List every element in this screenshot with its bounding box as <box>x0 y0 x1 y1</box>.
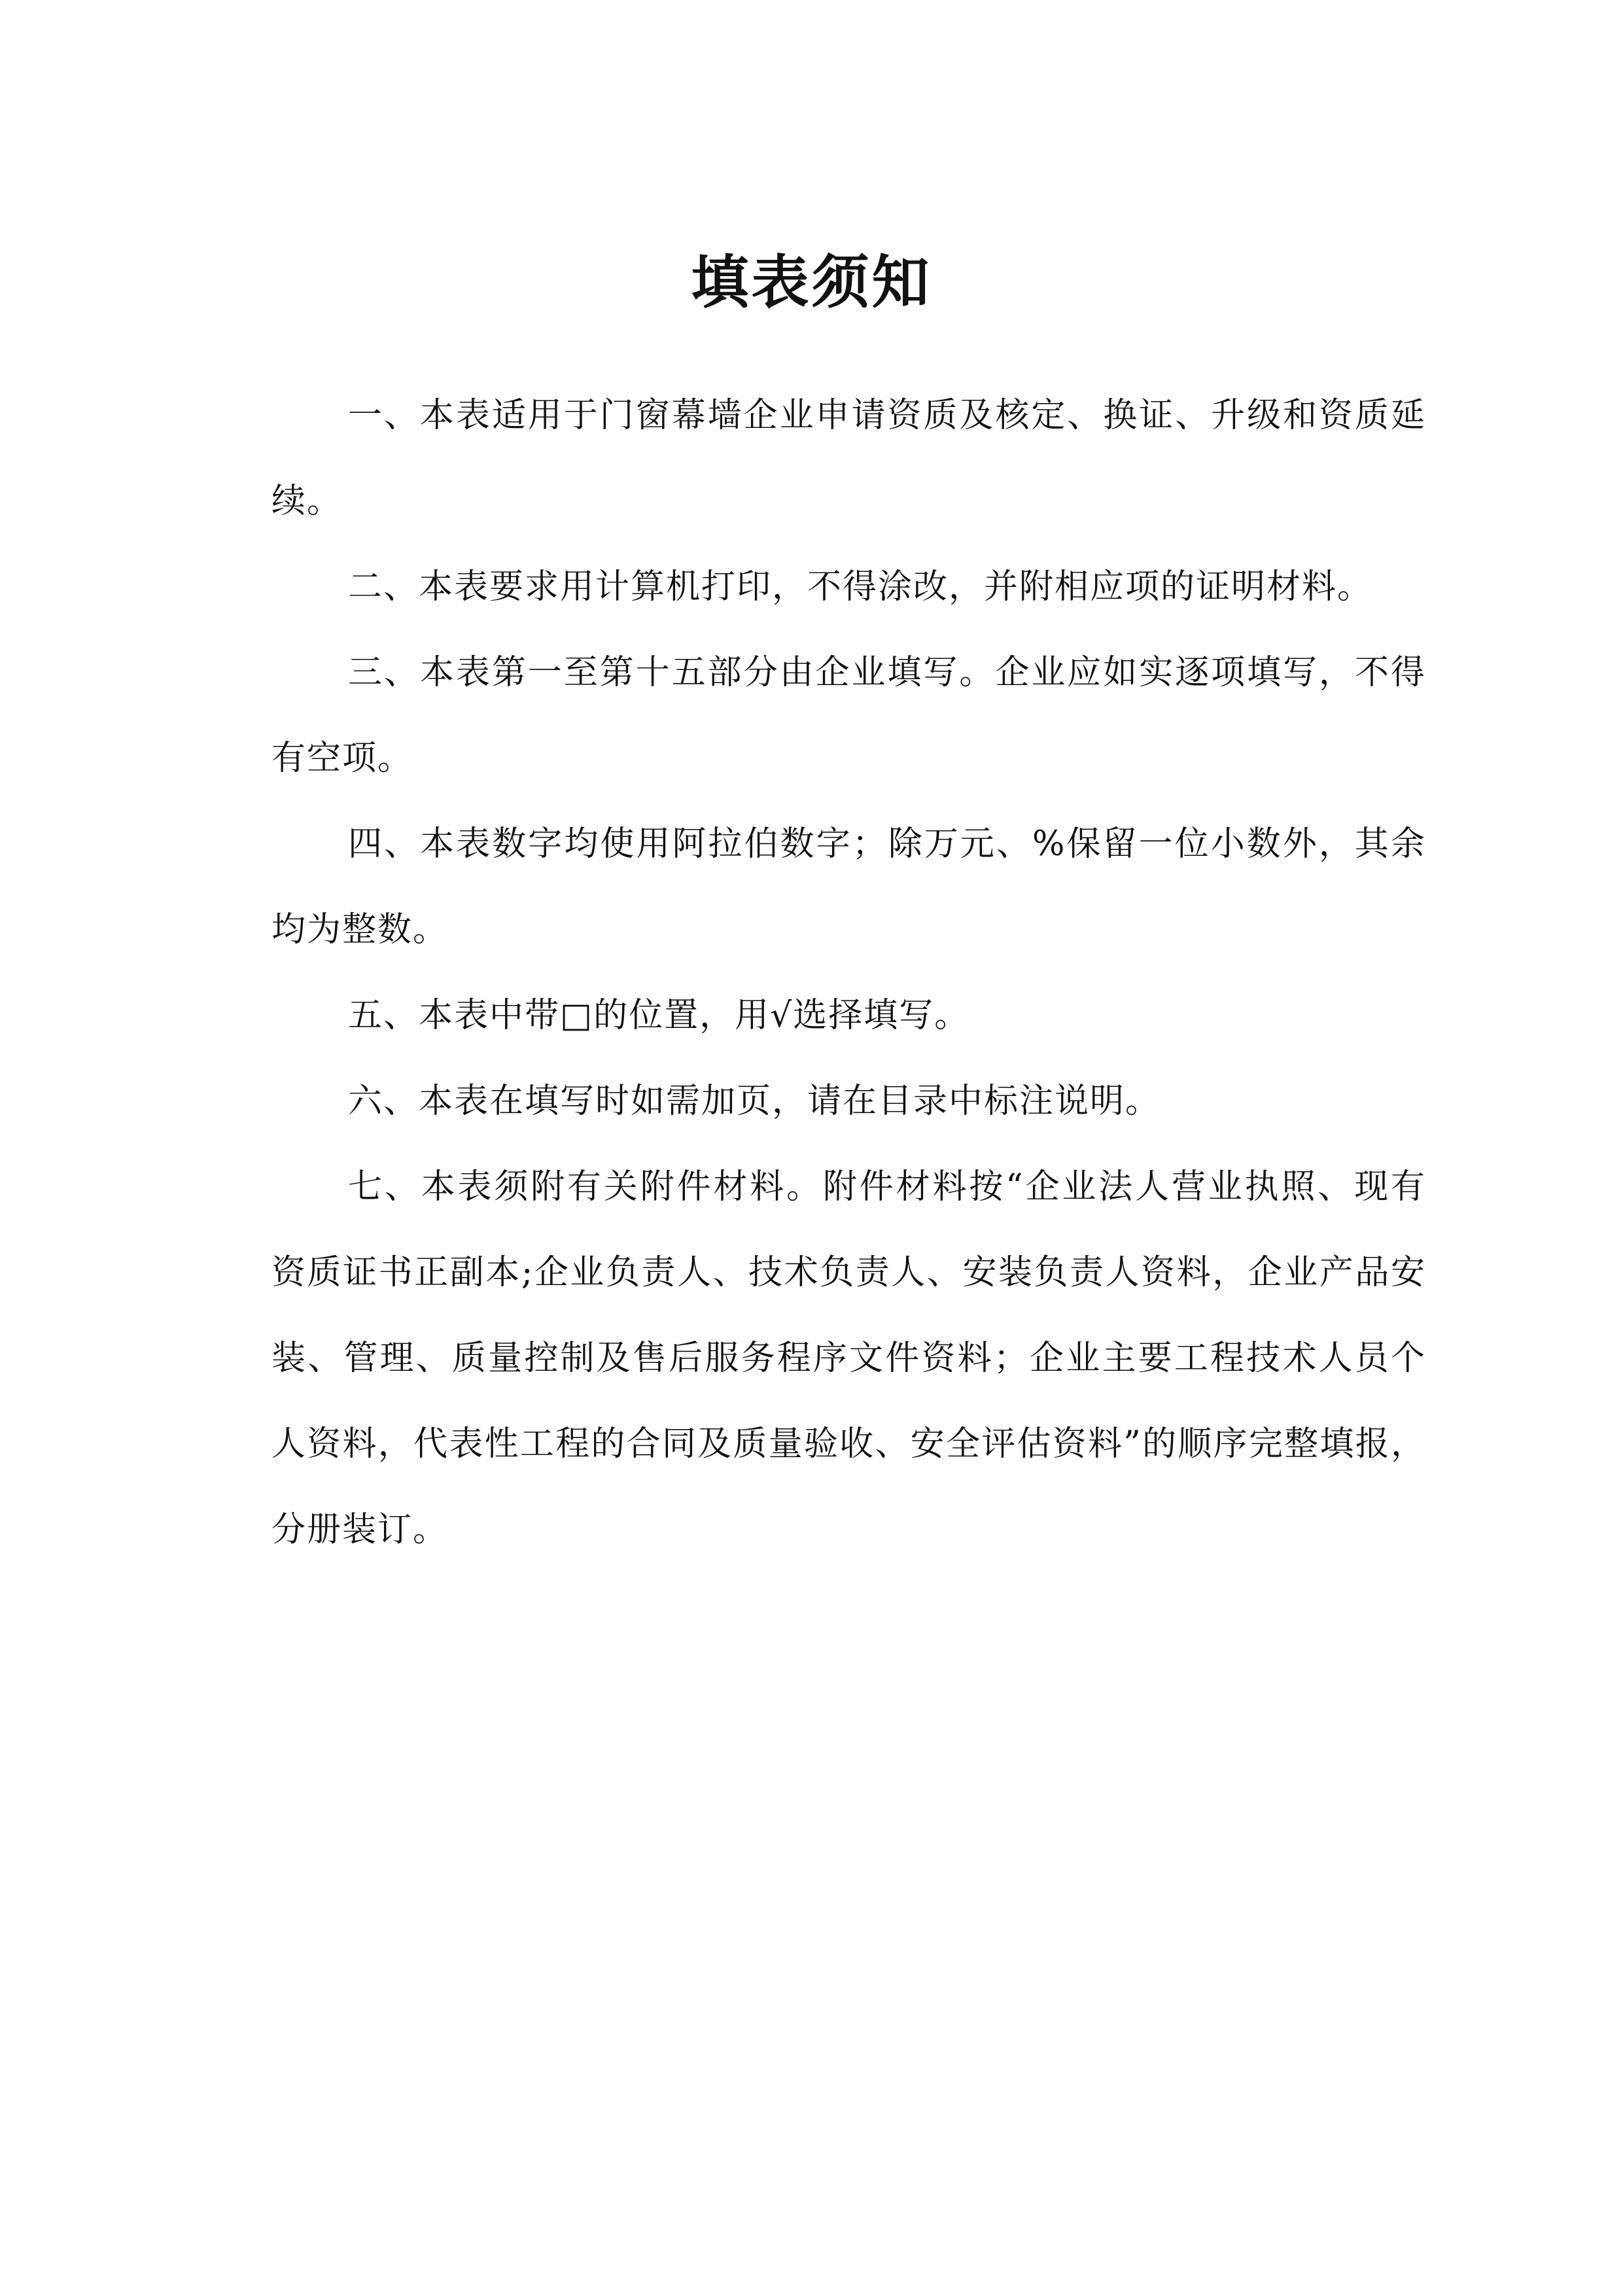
instruction-item-1: 一、本表适用于门窗幕墙企业申请资质及核定、换证、升级和资质延续。 <box>271 396 1426 521</box>
instruction-item-5: 五、本表中带□的位置，用√选择填写。 <box>348 996 970 1035</box>
instruction-item-3: 三、本表第一至第十五部分由企业填写。企业应如实逐项填写，不得有空项。 <box>271 653 1426 778</box>
instruction-item-6: 六、本表在填写时如需加页，请在目录中标注说明。 <box>348 1082 1161 1121</box>
instruction-item-2: 二、本表要求用计算机打印，不得涂改，并附相应项的证明材料。 <box>348 567 1373 607</box>
instruction-item-7: 七、本表须附有关附件材料。附件材料按“企业法人营业执照、现有资质证书正副本;企业负责人、技术负责人、安装负责人资料，企业产品安装、管理、质量控制及售后服务程序文件资料；企业主要工程技术人员个人资料，代表性工程的合同及质量验收、安全评估资料”的顺序完整填报，分册装订。 <box>271 1167 1426 1549</box>
instruction-item-4: 四、本表数字均使用阿拉伯数字；除万元、%保留一位小数外，其余均为整数。 <box>271 824 1426 949</box>
instructions-body <box>271 373 1426 1573</box>
page-title: 填表须知 <box>691 248 932 316</box>
